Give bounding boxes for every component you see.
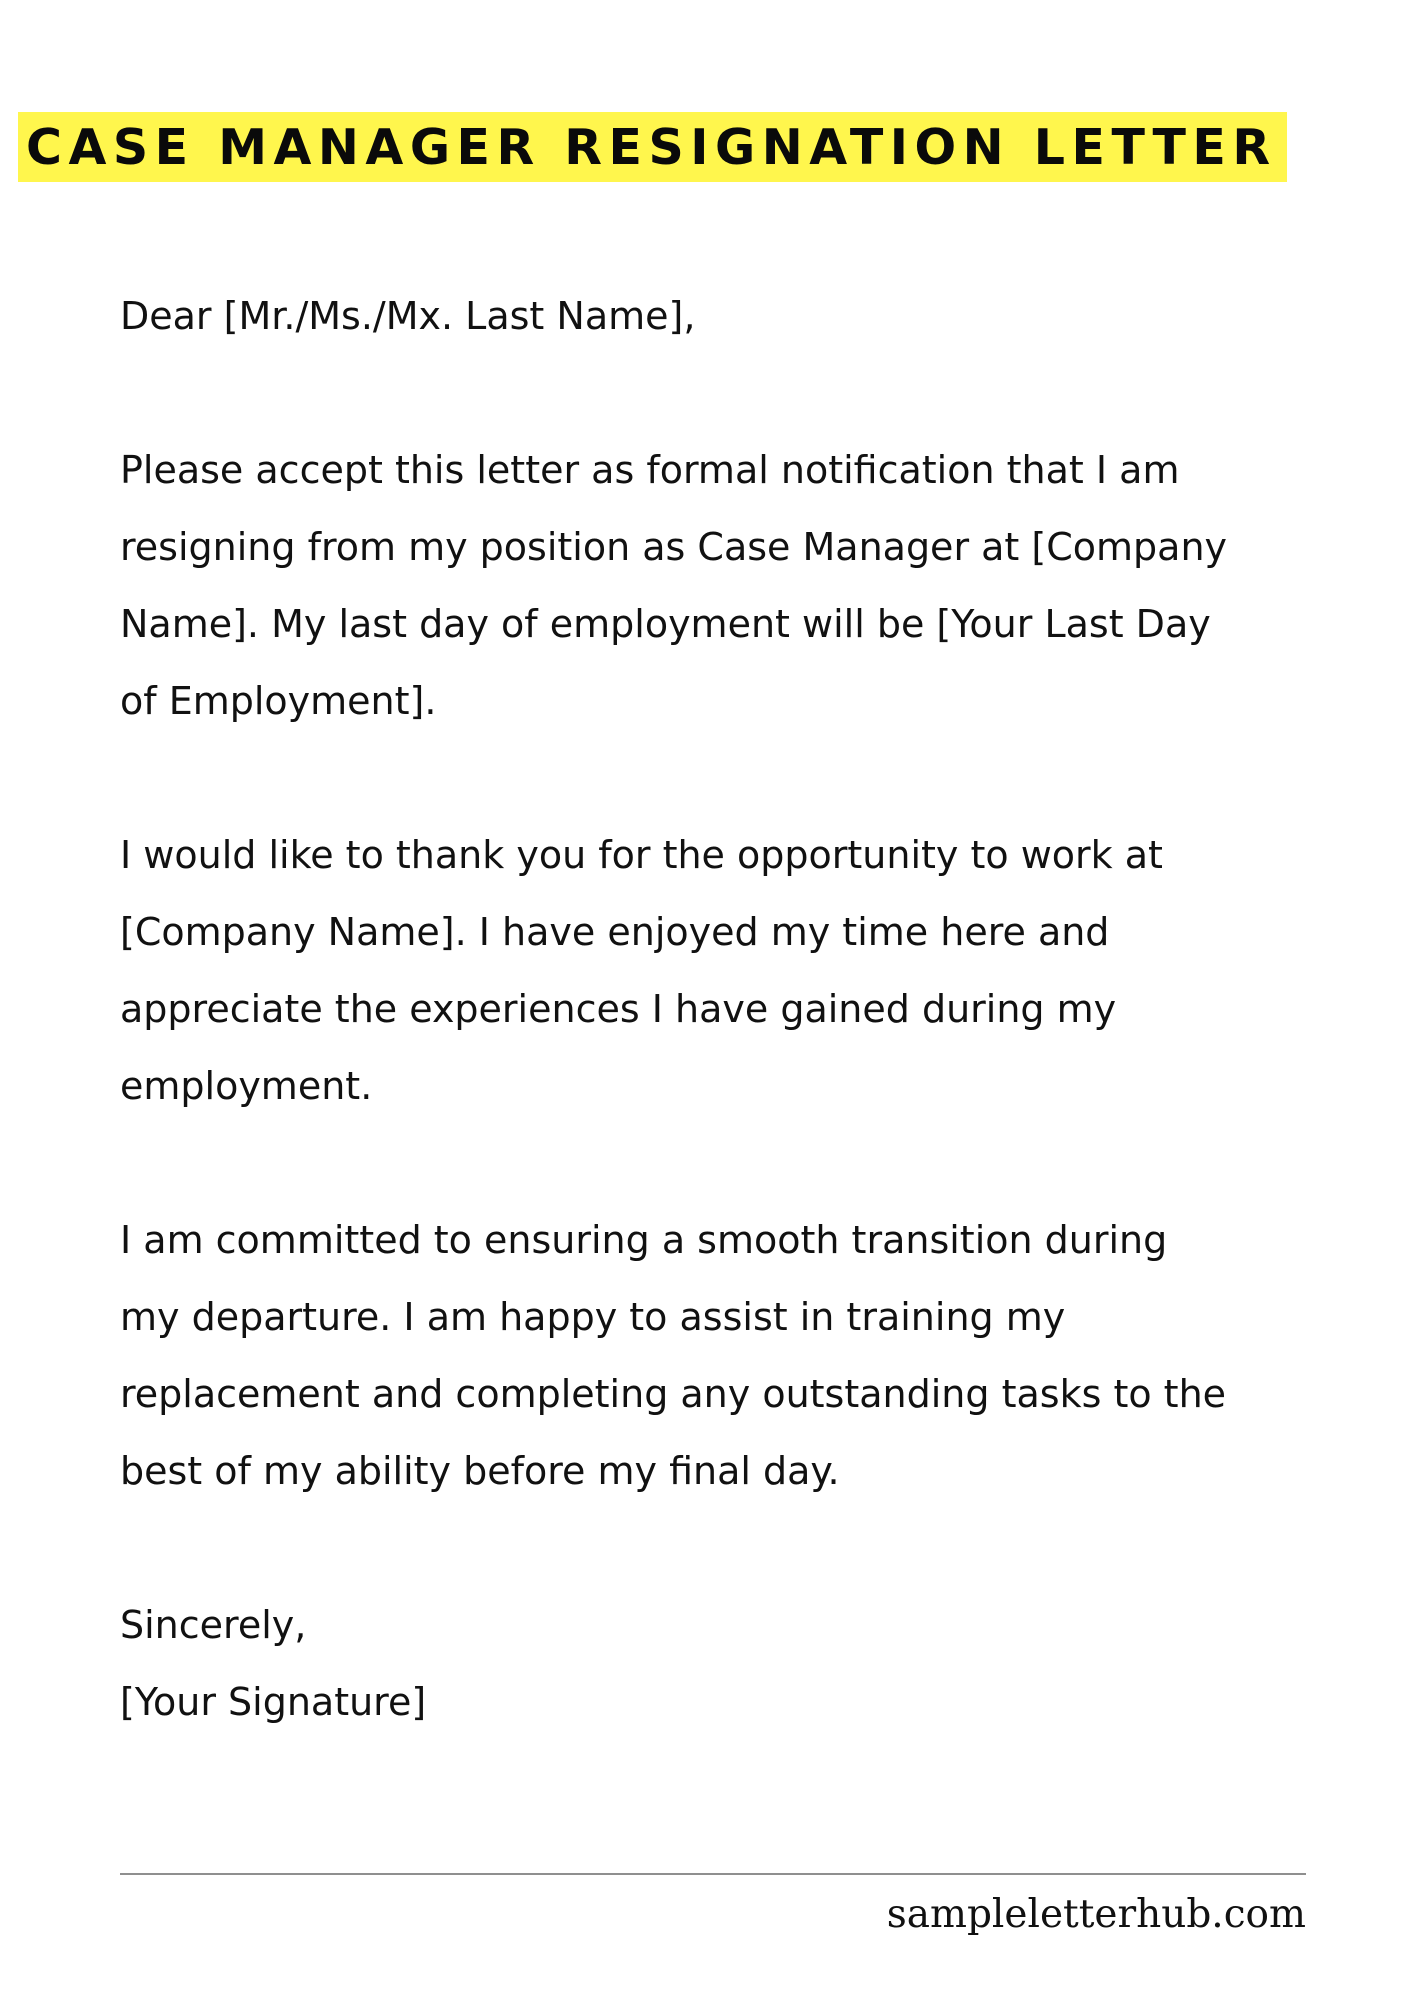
paragraph-2-line-2: [Company Name]. I have enjoyed my time here and <box>120 910 1110 954</box>
paragraph-1-line-4: of Employment]. <box>120 679 437 723</box>
paragraph-3-line-4: best of my ability before my final day. <box>120 1449 840 1493</box>
title-highlight <box>18 112 1287 182</box>
footer-site-name: sampleletterhub.com <box>886 1892 1306 1937</box>
paragraph-gap <box>120 1125 1390 1202</box>
paragraph-1-line-3: Name]. My last day of employment will be [Your Last Day <box>120 602 1211 646</box>
paragraph-3-line-1: I am committed to ensuring a smooth transition during <box>120 1218 1168 1262</box>
paragraph-3-line-2: my departure. I am happy to assist in training my <box>120 1295 1066 1339</box>
paragraph-1-line-1: Please accept this letter as formal notification that I am <box>120 448 1180 492</box>
signature: [Your Signature] <box>120 1680 427 1724</box>
document-title: CASE MANAGER RESIGNATION LETTER <box>26 118 1277 176</box>
paragraph-gap <box>120 355 1390 432</box>
paragraph-1 <box>120 432 1390 740</box>
paragraph-3-line-3: replacement and completing any outstanding tasks to the <box>120 1372 1227 1416</box>
paragraph-2-line-4: employment. <box>120 1064 373 1108</box>
paragraph-2-line-1: I would like to thank you for the opportunity to work at <box>120 833 1163 877</box>
paragraph-gap <box>120 1510 1390 1587</box>
closing: Sincerely, <box>120 1603 307 1647</box>
paragraph-2-line-3: appreciate the experiences I have gained during my <box>120 987 1117 1031</box>
paragraph-3 <box>120 1202 1390 1510</box>
paragraph-gap <box>120 740 1390 817</box>
salutation: Dear [Mr./Ms./Mx. Last Name], <box>120 294 696 338</box>
letter-body <box>120 278 1390 1741</box>
paragraph-1-line-2: resigning from my position as Case Manager at [Company <box>120 525 1228 569</box>
paragraph-2 <box>120 817 1390 1125</box>
footer-divider <box>120 1873 1306 1875</box>
